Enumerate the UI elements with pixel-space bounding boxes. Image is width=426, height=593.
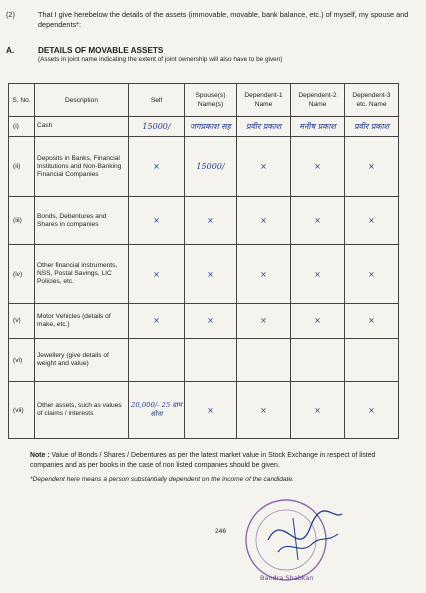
cell-self	[129, 338, 185, 382]
row-description: Jewellery (give details of weight and value)	[35, 338, 129, 382]
row-sno: (vii)	[9, 382, 35, 439]
table-row	[9, 245, 399, 304]
section-title: DETAILS OF MOVABLE ASSETS	[38, 46, 164, 55]
cell-dependent-2: ×	[291, 197, 345, 245]
cell-dependent-3: ×	[345, 245, 399, 304]
cell-self: ×	[129, 136, 185, 197]
cell-dependent-3	[345, 338, 399, 382]
cell-dependent-2: ×	[291, 382, 345, 439]
cell-dependent-1: प्रवीर प्रकाश	[237, 117, 291, 137]
cell-spouse	[185, 338, 237, 382]
cell-dependent-1: ×	[237, 245, 291, 304]
table-header-row	[9, 84, 399, 117]
row-description: Motor Vehicles (details of make, etc.)	[35, 304, 129, 339]
cell-self: ×	[129, 197, 185, 245]
movable-assets-table	[8, 83, 399, 439]
valuation-note	[30, 451, 410, 471]
cell-self: 20,000/- 25 ग्राम सोना	[129, 382, 185, 439]
header-description: Description	[35, 84, 129, 117]
cell-spouse: ×	[185, 197, 237, 245]
section-note: (Assets in joint name indicating the extent of joint ownership will also have to be given)	[38, 56, 283, 63]
row-description: Other assets, such as values of claims / interests	[35, 382, 129, 439]
table-row	[9, 382, 399, 439]
cell-self: 15000/	[129, 117, 185, 137]
cell-self: ×	[129, 304, 185, 339]
cell-dependent-3: ×	[345, 136, 399, 197]
cell-spouse: 15000/	[185, 136, 237, 197]
intro-text: That I give herebelow the details of the assets (immovable, movable, bank balance, etc.) of myself, my spouse and dependents*:	[38, 10, 409, 29]
row-description: Cash	[35, 117, 129, 137]
cell-dependent-3: ×	[345, 382, 399, 439]
cell-self: ×	[129, 245, 185, 304]
row-sno: (iii)	[9, 197, 35, 245]
page-number: 246	[215, 528, 227, 535]
row-description: Deposits in Banks, Financial Institutions and Non-Banking Financial Companies	[35, 136, 129, 197]
header-dependent-1: Dependent-1 Name	[237, 84, 291, 117]
cell-dependent-1: ×	[237, 197, 291, 245]
section-letter: A.	[6, 46, 15, 55]
cell-spouse: ×	[185, 304, 237, 339]
row-description: Other financial instruments, NSS, Postal Savings, LIC Policies, etc.	[35, 245, 129, 304]
cell-dependent-2: ×	[291, 136, 345, 197]
dependent-definition: *Dependent here means a person substantially dependent on the income of the candidate.	[30, 476, 294, 483]
header-dependent-2: Dependent-2 Name	[291, 84, 345, 117]
intro-number: (2)	[6, 10, 15, 19]
table-row	[9, 338, 399, 382]
cell-dependent-2	[291, 338, 345, 382]
row-sno: (ii)	[9, 136, 35, 197]
cell-dependent-3: प्रवीर प्रकाश	[345, 117, 399, 137]
header-sno: S. No.	[9, 84, 35, 117]
cell-dependent-3: ×	[345, 304, 399, 339]
cell-spouse: ×	[185, 382, 237, 439]
cell-dependent-1: ×	[237, 304, 291, 339]
table-row	[9, 197, 399, 245]
note-label: Note :	[30, 452, 50, 459]
cell-spouse: ×	[185, 245, 237, 304]
cell-spouse: जगप्रकाश सह	[185, 117, 237, 137]
stamp-label: Bandra Shabkan	[260, 574, 314, 582]
row-sno: (v)	[9, 304, 35, 339]
cell-dependent-3: ×	[345, 197, 399, 245]
table-row	[9, 304, 399, 339]
note-text: Value of Bonds / Shares / Debentures as per the latest market value in Stock Exchange in respect of listed companies and as per books in the case of non listed companies should be given.	[30, 452, 376, 469]
header-spouse: Spouse(s) Name(s)	[185, 84, 237, 117]
cell-dependent-1: ×	[237, 136, 291, 197]
row-sno: (i)	[9, 117, 35, 137]
table-row	[9, 136, 399, 197]
cell-dependent-1: ×	[237, 382, 291, 439]
seal-stamp-icon	[238, 490, 350, 586]
header-dependent-3: Dependent-3 etc. Name	[345, 84, 399, 117]
cell-dependent-1	[237, 338, 291, 382]
cell-dependent-2: ×	[291, 245, 345, 304]
cell-dependent-2: ×	[291, 304, 345, 339]
row-sno: (vi)	[9, 338, 35, 382]
row-description: Bonds, Debentures and Shares in companies	[35, 197, 129, 245]
row-sno: (iv)	[9, 245, 35, 304]
cell-dependent-2: मनीष प्रकाश	[291, 117, 345, 137]
header-self: Self	[129, 84, 185, 117]
table-row	[9, 117, 399, 137]
